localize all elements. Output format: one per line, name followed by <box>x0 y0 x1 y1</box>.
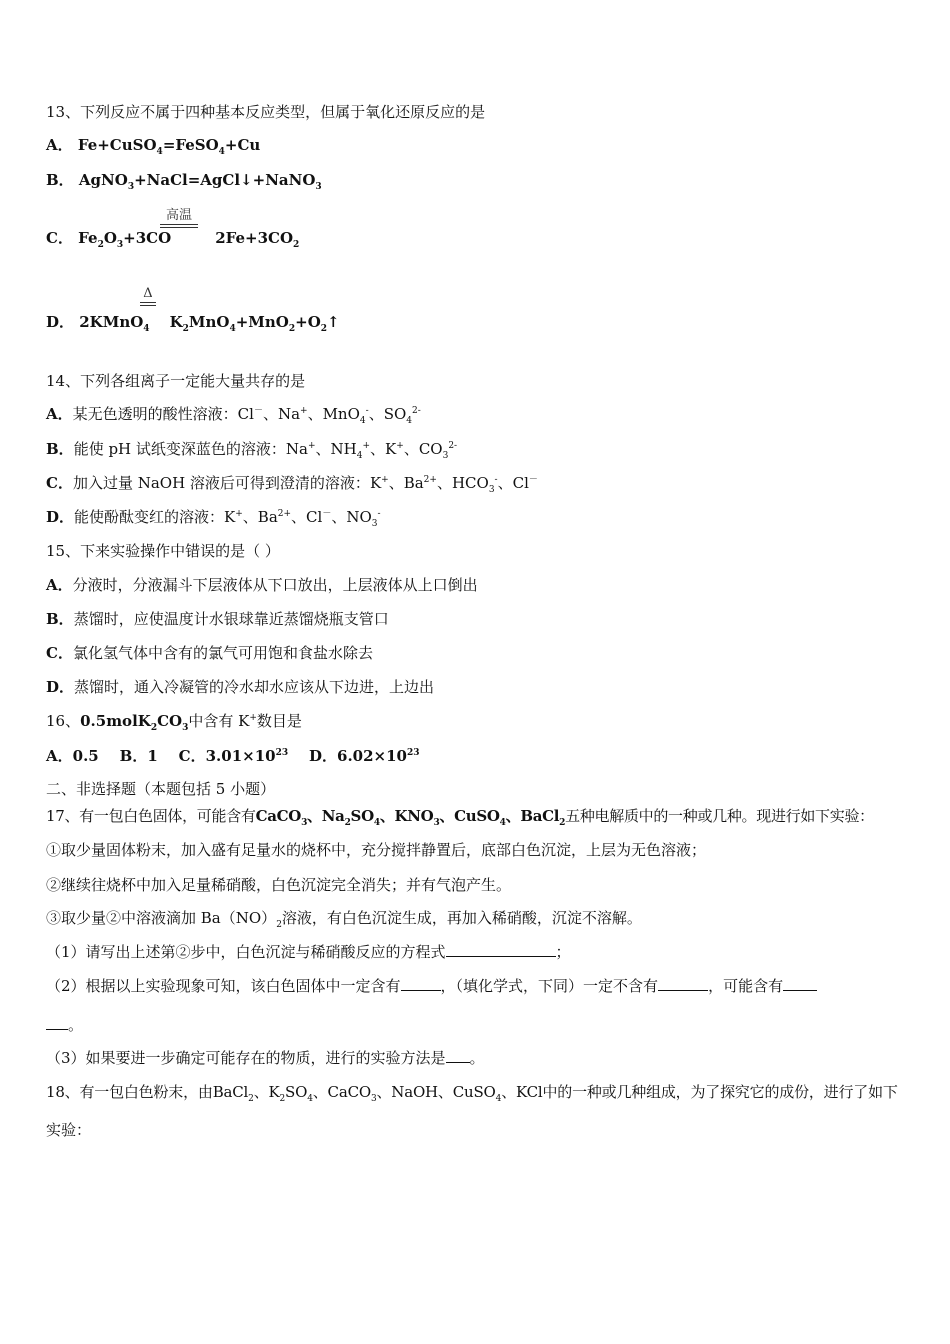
q15-option-b: B．蒸馏时，应使温度计水银球靠近蒸馏烧瓶支管口 <box>46 610 389 628</box>
answer-blank[interactable] <box>783 976 817 991</box>
answer-blank[interactable] <box>401 976 441 991</box>
q17-sub-2: （2）根据以上实验现象可知，该白色固体中一定含有 ，（填化学式，下同）一定不含有 ，可能含有 <box>46 976 817 996</box>
q17-sub-3: （3）如果要进一步确定可能存在的物质，进行的实验方法是 。 <box>46 1049 485 1067</box>
q15-option-d: D．蒸馏时，通入冷凝管的冷水却水应该从下边进，上边出 <box>46 678 435 696</box>
q14-option-c: C．加入过量 NaOH 溶液后可得到澄清的溶液：K+、$Ba^{2+}$、$HCO_3^-$、Cl－ <box>46 474 538 495</box>
q13-d-condition: Δ <box>140 286 156 306</box>
answer-blank[interactable] <box>446 1048 470 1063</box>
q16-options: A．0.5 B．1 C．$3.01\times 10^{23}$ D．$6.02\times 10^{23}$ <box>46 747 420 765</box>
q17-sub-2-cont: 。 <box>46 1015 83 1035</box>
q14-option-d: D．能使酚酞变红的溶液：K+、$Ba^{2+}$、Cl－、$NO_3^-$ <box>46 508 381 529</box>
q14-option-a: A．某无色透明的酸性溶液：Cl－、Na+、MnO$_4$-、$SO_4^{2-}$ <box>46 405 421 426</box>
section-2-heading: 二、非选择题（本题包括 5 小题） <box>46 780 276 798</box>
q18-stem-cont: 实验： <box>46 1121 92 1139</box>
answer-blank[interactable] <box>446 942 556 957</box>
q13-option-d: D． 2KMnO$_4$ $K_2MnO_4+MnO_2+O_2↑$ <box>46 313 340 334</box>
q15-option-a: A．分液时，分液漏斗下层液体从下口放出，上层液体从上口倒出 <box>46 576 478 594</box>
q13-option-c: C． $Fe_2O_3+3CO$ $2Fe+3CO_2$ <box>46 229 300 250</box>
q14-option-b: B．能使 pH 试纸变深蓝色的溶液：Na+、$NH_4^+$、K+、$CO_3^{2-}$ <box>46 440 458 461</box>
q17-step-1: ①取少量固体粉末，加入盛有足量水的烧杯中，充分搅拌静置后，底部白色沉淀，上层为无色溶液； <box>46 841 707 859</box>
q15-stem: 15、下来实验操作中错误的是（ ） <box>46 542 280 560</box>
q13-option-b: B． AgNO$_3$+NaCl=AgCl↓+NaNO$_3$ <box>46 171 322 192</box>
q18-stem: 18、有一包白色粉末，由BaCl$_2$、$K_2SO_4$、CaCO$_3$、NaOH、CuSO$_4$、KCl中的一种或几种组成，为了探究它的成份，进行了如下 <box>46 1083 898 1104</box>
q14-stem: 14、下列各组离子一定能大量共存的是 <box>46 372 306 390</box>
q17-stem: 17、有一包白色固体，可能含有CaCO$_3$、$Na_2SO_4$、$KNO_3$、CuSO$_4$、BaCl$_2$五种电解质中的一种或几种。现进行如下实验： <box>46 807 874 828</box>
q13-c-condition: 高温 <box>160 204 198 228</box>
answer-blank[interactable] <box>658 976 708 991</box>
q17-sub-1: （1）请写出上述第②步中，白色沉淀与稀硝酸反应的方程式 ； <box>46 943 571 961</box>
q17-step-3: ③取少量②中溶液滴加 $Ba(NO)_2$溶液，有白色沉淀生成，再加入稀硝酸，沉淀不溶解。 <box>46 909 642 930</box>
q15-option-c: C．氯化氢气体中含有的氯气可用饱和食盐水除去 <box>46 644 373 662</box>
q13-option-a: A． Fe+CuSO$_4$=FeSO$_4$+Cu <box>46 136 261 157</box>
answer-blank[interactable] <box>46 1015 68 1030</box>
q13-stem: 13、下列反应不属于四种基本反应类型，但属于氧化还原反应的是 <box>46 103 486 121</box>
q16-stem: 16、$0.5molK_2CO_3$中含有 K+数目是 <box>46 712 302 733</box>
q17-step-2: ②继续往烧杯中加入足量稀硝酸，白色沉淀完全消失；并有气泡产生。 <box>46 876 512 894</box>
